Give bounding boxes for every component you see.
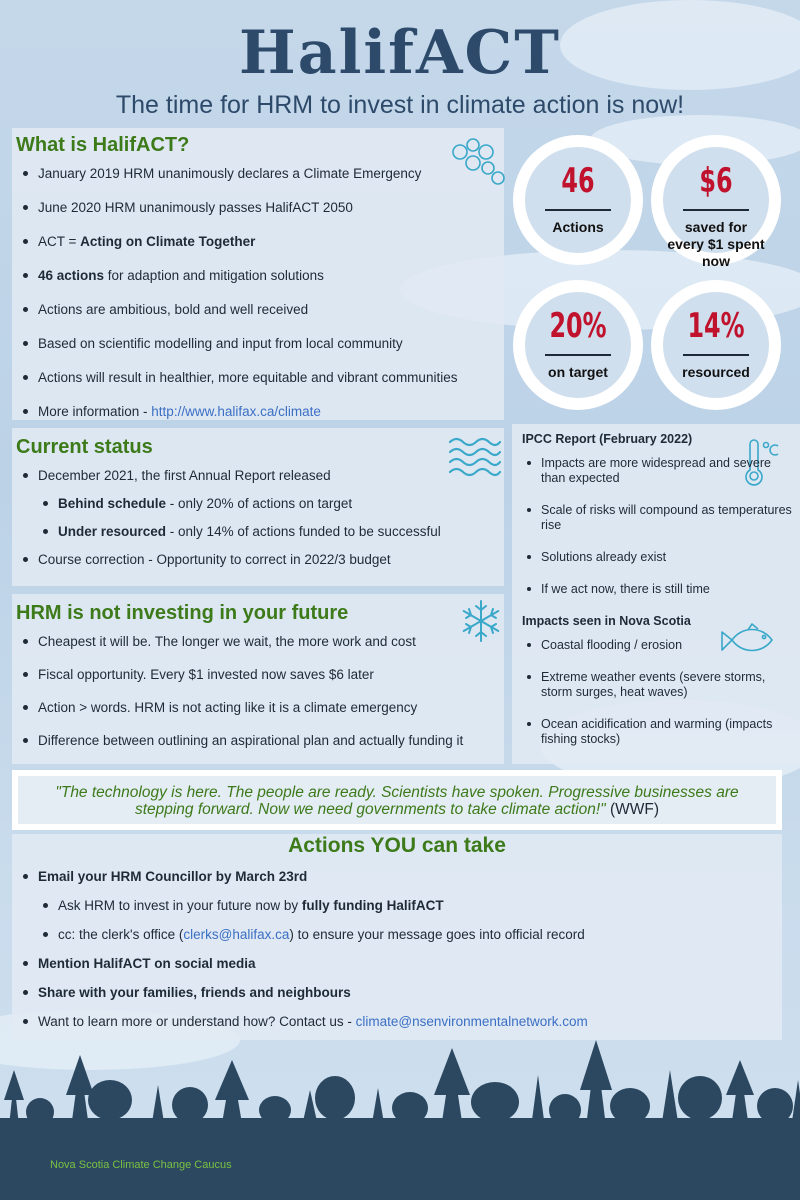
impacts-panel (512, 424, 800, 764)
list-item-text: Actions are ambitious, bold and well received (38, 302, 309, 317)
ipcc-list (522, 456, 792, 597)
list-item-text: Action > words. HRM is not acting like it is a climate emergency (38, 700, 418, 715)
list-item-text: Difference between outlining an aspirational plan and actually funding it (38, 733, 464, 748)
list-item-text: Solutions already exist (541, 550, 667, 564)
list-item (16, 732, 500, 749)
current-status-panel (12, 428, 504, 586)
list-item-text: ACT = (38, 234, 81, 249)
contact-email-link[interactable]: climate@nsenvironmentalnetwork.com (355, 1014, 588, 1029)
list-item-text: - only 14% of actions funded to be successful (166, 524, 441, 539)
list-item-text: Cheapest it will be. The longer we wait, the more work and cost (38, 634, 416, 649)
list-item-text: If we act now, there is still time (541, 582, 710, 596)
quote-source: (WWF) (605, 801, 660, 818)
quote (32, 784, 762, 818)
list-item-text: More information - (38, 404, 152, 419)
what-is-panel (12, 128, 504, 420)
investing-list (16, 633, 500, 749)
list-item-text: Actions will result in healthier, more equitable and vibrant communities (38, 370, 458, 385)
list-item-text: Fiscal opportunity. Every $1 invested now saves $6 later (38, 667, 374, 682)
list-item (522, 717, 792, 747)
list-item (16, 955, 778, 972)
quote-text: "The technology is here. The people are ready. Scientists have spoken. Progressive businesses are stepping forward. Now we need governments to take climate action!" (55, 784, 739, 818)
list-item (16, 467, 500, 484)
list-item-bold: Mention HalifACT on social media (38, 956, 256, 971)
footer-org-label: Nova Scotia Climate Change Caucus (50, 1159, 232, 1171)
list-item-text: Based on scientific modelling and input from local community (38, 336, 403, 351)
forest-silhouette (0, 1040, 800, 1135)
stat-value: 46 (561, 161, 595, 201)
list-item (16, 335, 500, 352)
list-item (16, 267, 500, 284)
status-list (16, 467, 500, 484)
list-item (522, 503, 792, 533)
list-item (16, 403, 500, 420)
page-subtitle: The time for HRM to invest in climate action is now! (115, 91, 685, 119)
status-sublist (16, 495, 500, 540)
list-item (522, 670, 792, 700)
list-item-bold: Email your HRM Councillor by March 23rd (38, 869, 308, 884)
quote-box (12, 770, 782, 830)
list-item-text: Course correction - Opportunity to correct in 2022/3 budget (38, 552, 391, 567)
list-item-text: June 2020 HRM unanimously passes HalifACT 2050 (38, 200, 353, 215)
list-item-text: December 2021, the first Annual Report released (38, 468, 331, 483)
list-item (16, 984, 778, 1001)
list-item-text: January 2019 HRM unanimously declares a Climate Emergency (38, 166, 422, 181)
stat-value: 20% (549, 306, 607, 346)
list-item-text: Extreme weather events (severe storms, storm surges, heat waves) (541, 670, 766, 699)
list-item (16, 301, 500, 318)
list-item (522, 550, 792, 565)
stat-label: resourced (682, 364, 750, 380)
list-item (16, 633, 500, 650)
stat-divider (545, 209, 611, 211)
stat-label: on target (548, 364, 608, 380)
list-item (16, 233, 500, 250)
list-item-text: cc: the clerk's office ( (58, 927, 184, 942)
stat-circle-savings (651, 135, 781, 269)
list-item-bold: fully funding HalifACT (301, 898, 444, 913)
list-item (16, 199, 500, 216)
list-item (522, 582, 792, 597)
stat-divider (683, 354, 749, 356)
list-item-text: Coastal flooding / erosion (541, 638, 683, 652)
list-item-text: Ocean acidification and warming (impacts fishing stocks) (541, 717, 773, 746)
list-item (16, 523, 500, 540)
list-item (522, 638, 792, 653)
status-list-2 (16, 551, 500, 568)
list-item-text: - only 20% of actions on target (166, 496, 353, 511)
list-item-text: Impacts are more widespread and severe than expected (541, 456, 771, 485)
stat-divider (683, 209, 749, 211)
stat-circle-on-target (513, 280, 643, 410)
list-item-bold: Share with your families, friends and neighbours (38, 985, 351, 1000)
list-item (16, 551, 500, 568)
list-item-text: Ask HRM to invest in your future now by (58, 898, 302, 913)
list-item-bold: Behind schedule (58, 496, 167, 511)
investing-panel (12, 594, 504, 764)
ipcc-heading: IPCC Report (February 2022) (522, 432, 693, 446)
actions-list-2 (16, 955, 778, 1030)
stat-value: $6 (699, 161, 733, 201)
list-item (16, 1013, 778, 1030)
list-item (16, 495, 500, 512)
current-status-heading: Current status (16, 436, 153, 458)
what-is-heading: What is HalifACT? (16, 134, 190, 156)
stat-circle-actions (513, 135, 643, 265)
list-item-bold: 46 actions (38, 268, 105, 283)
actions-heading: Actions YOU can take (288, 834, 506, 857)
stat-label: Actions (552, 219, 604, 235)
list-item (16, 926, 778, 943)
actions-list (16, 868, 778, 885)
page-title: HalifACT (239, 18, 561, 88)
list-item-bold: Acting on Climate Together (80, 234, 256, 249)
list-item (16, 868, 778, 885)
stat-divider (545, 354, 611, 356)
investing-heading: HRM is not investing in your future (16, 602, 349, 624)
list-item (16, 699, 500, 716)
clerk-email-link[interactable]: clerks@halifax.ca (183, 927, 290, 942)
climate-link[interactable]: http://www.halifax.ca/climate (151, 404, 321, 419)
what-is-list (16, 165, 500, 420)
list-item-text: ) to ensure your message goes into official record (289, 927, 585, 942)
list-item-bold: Under resourced (58, 524, 167, 539)
stat-value: 14% (687, 306, 745, 346)
list-item (522, 456, 792, 486)
list-item (16, 165, 500, 182)
actions-panel (12, 834, 782, 1040)
nova-scotia-heading: Impacts seen in Nova Scotia (522, 614, 691, 628)
list-item-text: Want to learn more or understand how? Contact us - (38, 1014, 356, 1029)
list-item (16, 897, 778, 914)
list-item-text: for adaption and mitigation solutions (104, 268, 324, 283)
list-item (16, 369, 500, 386)
list-item (16, 666, 500, 683)
list-item-text: Scale of risks will compound as temperatures rise (541, 503, 792, 532)
actions-sublist (16, 897, 778, 943)
stat-label: saved for every $1 spent now (667, 219, 765, 269)
stat-circle-resourced (651, 280, 781, 410)
